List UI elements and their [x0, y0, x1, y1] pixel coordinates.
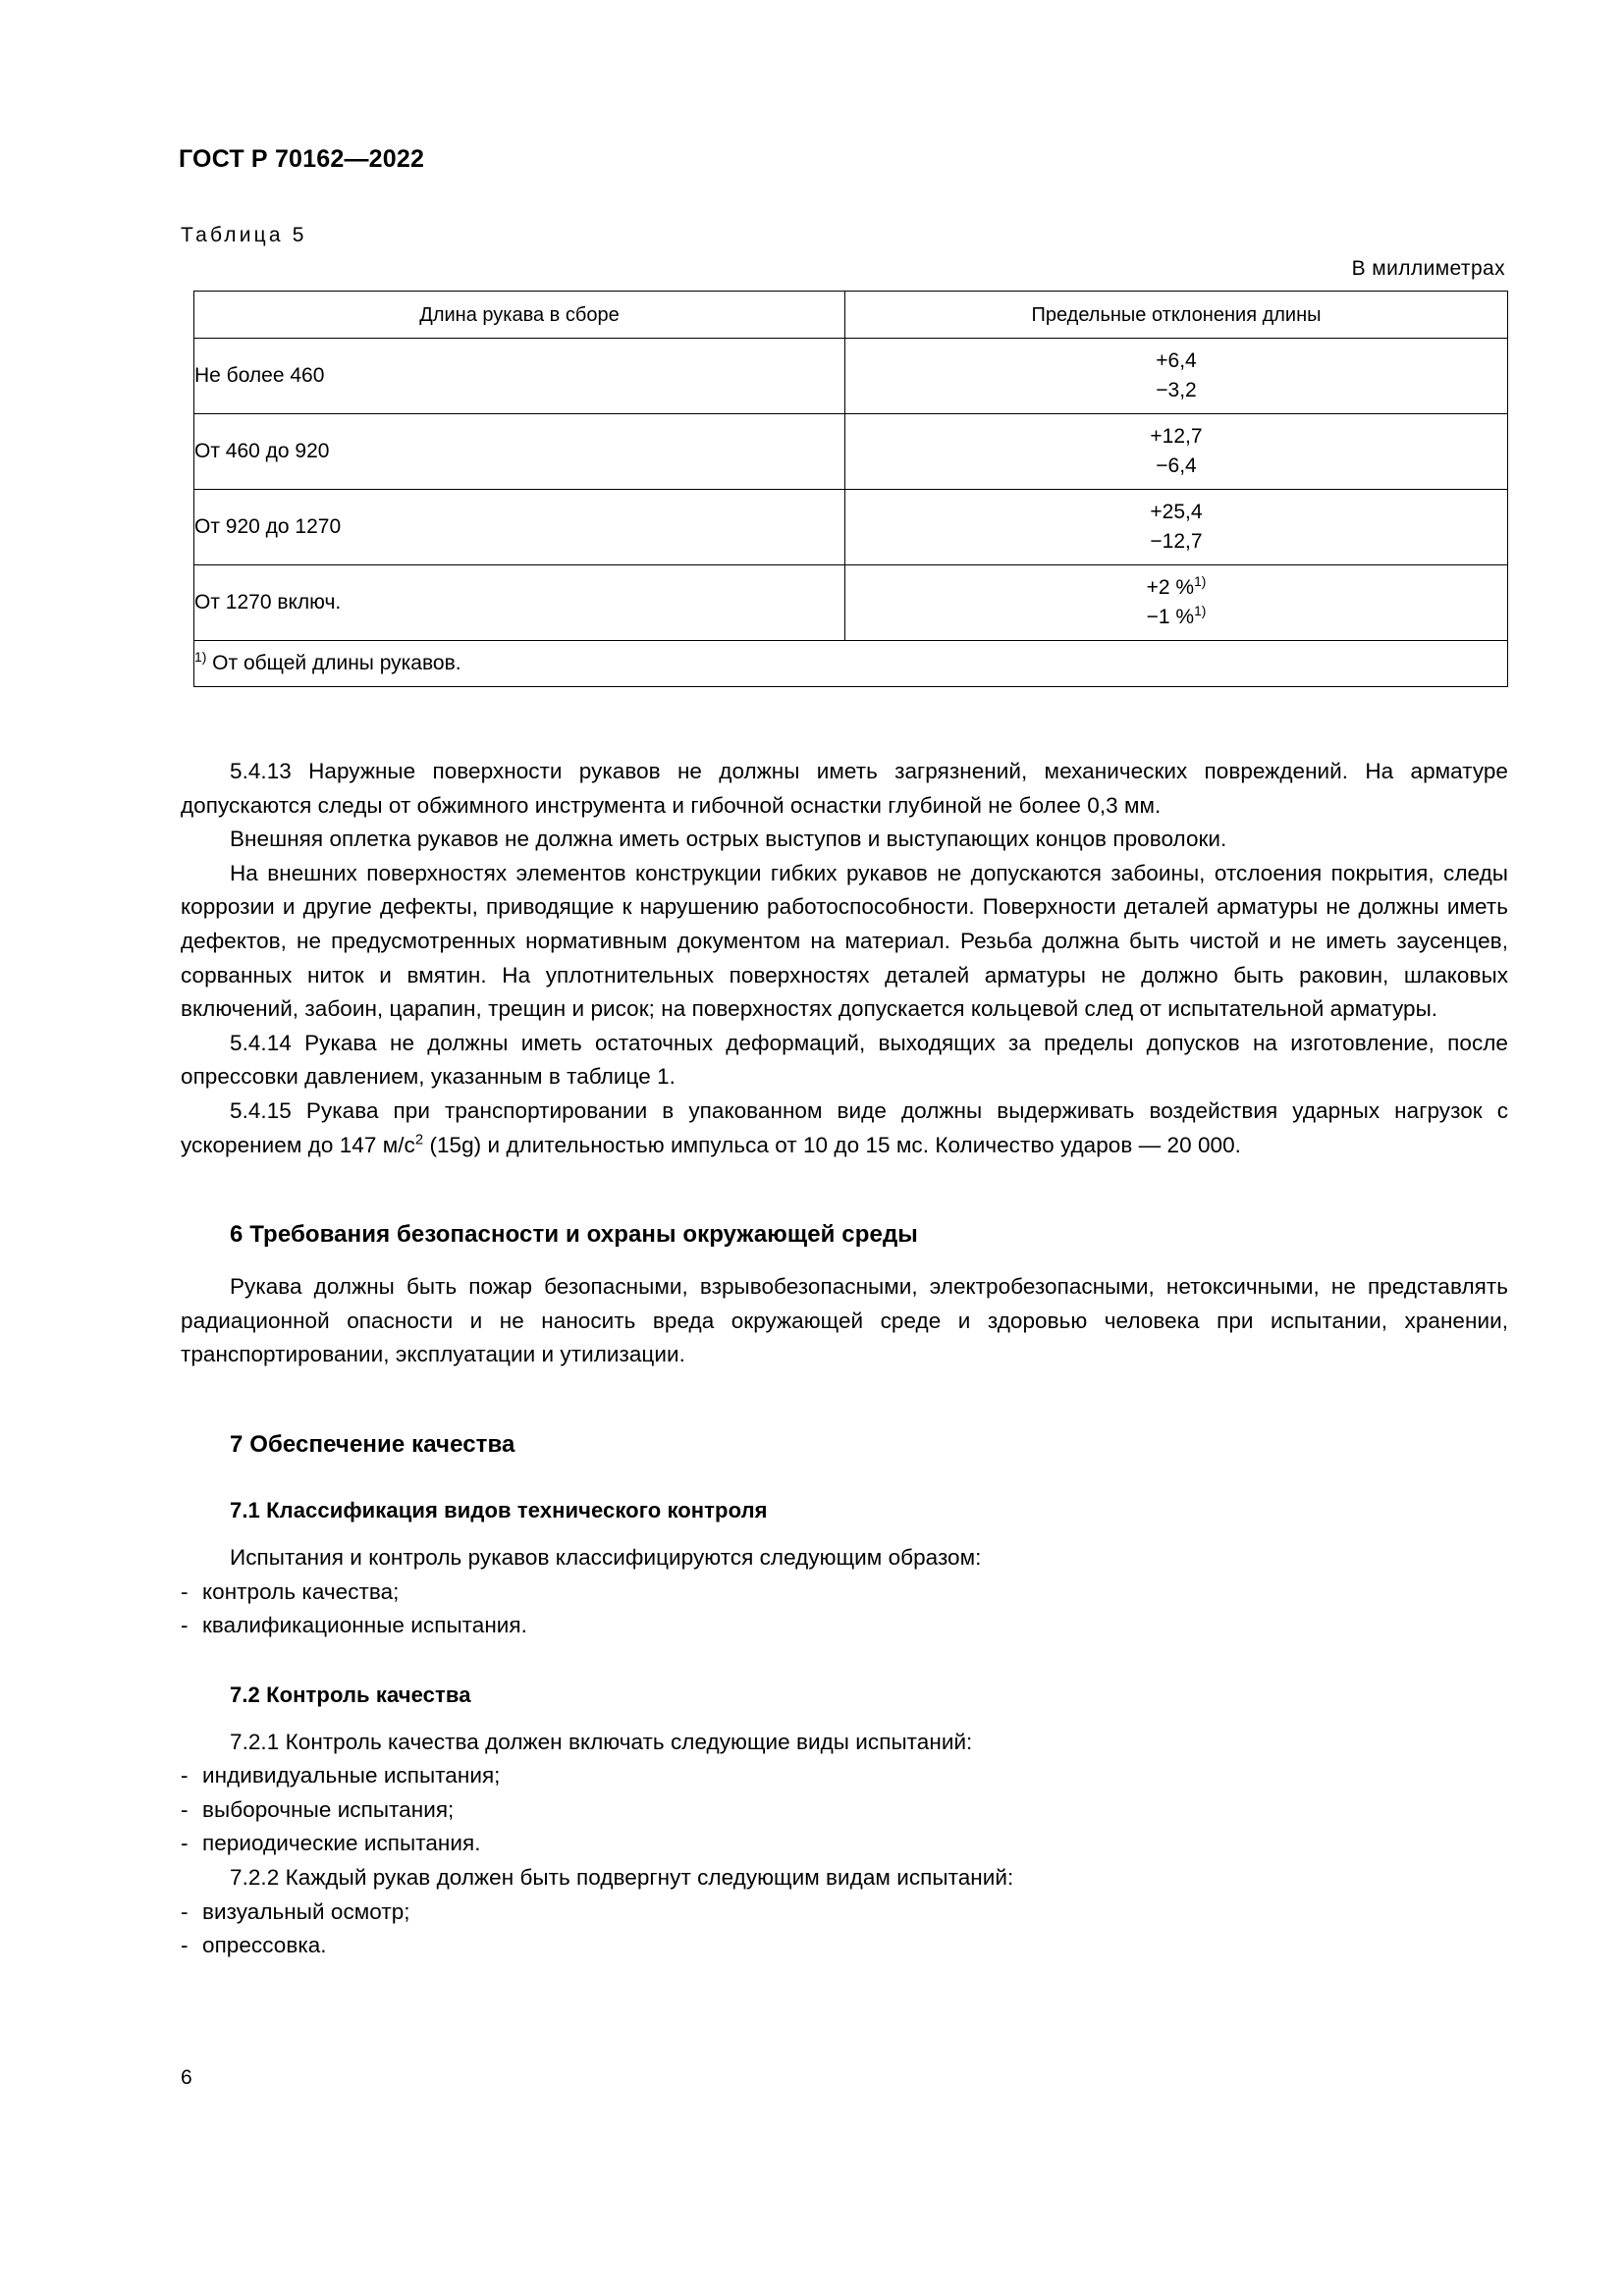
deviation-plus: [845, 573, 1507, 603]
list-item: [181, 1759, 1508, 1793]
list-item-label: визуальный осмотр;: [202, 1898, 410, 1924]
list-item: [181, 1827, 1508, 1861]
deviation-plus: +25,4: [1150, 501, 1203, 524]
table-header-row: [194, 292, 1508, 339]
table-5: [193, 291, 1508, 687]
superscript-squared: 2: [414, 1132, 424, 1148]
table-row: [194, 339, 1508, 414]
list-item: [181, 1575, 1508, 1610]
list-item-label: периодические испытания.: [202, 1831, 481, 1856]
list-item-label: квалификационные испытания.: [202, 1613, 527, 1638]
paragraph-7-2-1: 7.2.1 Контроль качества должен включать следующие виды испытаний:: [230, 1729, 973, 1754]
subsection-heading-7-2: 7.2 Контроль качества: [230, 1682, 471, 1707]
spacer: [181, 1523, 1508, 1541]
deviation-minus: −12,7: [1150, 530, 1203, 553]
paragraph-5-4-15-text-a: 5.4.15 Рукава при транспортировании в упакованном виде должны выдерживать воздействия ударных нагрузок с ускорением до 147 м/с: [181, 1097, 1508, 1157]
paragraph-5-4-15-text-b: (15g) и длительностью импульса от 10 до 15 мс. Количество ударов — 20 000.: [423, 1132, 1241, 1157]
page-number: 6: [181, 2066, 192, 2089]
list-item: [181, 1793, 1508, 1828]
deviation-minus: −3,2: [1156, 379, 1197, 401]
section-heading-6: 6 Требования безопасности и охраны окружающей среды: [230, 1221, 918, 1249]
subsection-heading-7-1: 7.1 Классификация видов технического контроля: [230, 1497, 768, 1522]
list-item: [181, 1896, 1508, 1930]
paragraph-7-2-2: 7.2.2 Каждый рукав должен быть подвергнут следующим видам испытаний:: [230, 1865, 1014, 1891]
deviation-minus: −6,4: [1156, 454, 1197, 477]
spacer: [181, 1162, 1508, 1221]
deviation-minus-value: −1 %: [1146, 606, 1195, 628]
deviation-plus: +6,4: [1156, 349, 1197, 373]
list-item-label: опрессовка.: [202, 1933, 327, 1958]
table-header-length: Длина рукава в сборе: [194, 292, 845, 339]
table-units-note: В миллиметрах: [1351, 257, 1505, 280]
cell-deviation: [845, 565, 1508, 641]
cell-length: От 1270 включ.: [194, 565, 845, 641]
table-caption: Таблица 5: [181, 224, 307, 246]
spacer: [181, 1372, 1508, 1431]
table-row: [194, 490, 1508, 565]
table-row: [194, 565, 1508, 641]
section-heading-7: 7 Обеспечение качества: [230, 1430, 515, 1458]
dash-marker: -: [181, 1898, 189, 1924]
standard-header: ГОСТ Р 70162—2022: [179, 145, 425, 173]
table-footnote: [194, 641, 1508, 687]
paragraph-section-6: Рукава должны быть пожар безопасными, взрывобезопасными, электробезопасными, нетоксичными, не представлять радиационной опасности и не наносить вреда окружающей среде и здоровью человека при испытании, хранении, транспортировании, эксплуатации и утилизации.: [181, 1274, 1508, 1367]
paragraph-5-4-13: 5.4.13 Наружные поверхности рукавов не должны иметь загрязнений, механических повреждений. На арматуре допускаются следы от обжимного инструмента и гибочной оснастки глубиной не более 0,3 мм.: [181, 759, 1508, 818]
deviation-plus-value: +2 %: [1146, 576, 1195, 600]
table-header-deviation: Предельные отклонения длины: [845, 292, 1508, 339]
table-footnote-row: [194, 641, 1508, 687]
deviation-minus-footnote-ref: 1): [1194, 603, 1207, 618]
spacer: [181, 1459, 1508, 1498]
footnote-marker: 1): [194, 649, 207, 665]
cell-length: Не более 460: [194, 339, 845, 414]
dash-marker: -: [181, 1796, 189, 1822]
dash-marker: -: [181, 1763, 189, 1789]
paragraph-outer-braid: Внешняя оплетка рукавов не должна иметь острых выступов и выступающих концов проволоки.: [230, 827, 1227, 852]
list-item: [181, 1929, 1508, 1963]
list-item: [181, 1609, 1508, 1643]
spacer: [181, 1643, 1508, 1682]
deviation-minus: [845, 603, 1507, 632]
footnote-text: От общей длины рукавов.: [212, 652, 461, 674]
list-item-label: индивидуальные испытания;: [202, 1763, 501, 1789]
deviation-plus: +12,7: [1150, 425, 1203, 449]
cell-length: От 460 до 920: [194, 414, 845, 490]
cell-deviation: [845, 339, 1508, 414]
paragraph-7-1-intro: Испытания и контроль рукавов классифицируются следующим образом:: [230, 1544, 982, 1570]
paragraph-5-4-15: [181, 1095, 1508, 1162]
list-item-label: контроль качества;: [202, 1578, 400, 1604]
cell-length: От 920 до 1270: [194, 490, 845, 565]
dash-marker: -: [181, 1613, 189, 1638]
spacer: [181, 1708, 1508, 1726]
document-body: [181, 755, 1508, 1963]
table-row: [194, 414, 1508, 490]
paragraph-external-surfaces: На внешних поверхностях элементов конструкции гибких рукавов не допускаются забоины, отслоения покрытия, следы коррозии и другие дефекты, приводящие к нарушению работоспособности. Поверхности деталей арматуры не должны иметь дефектов, не предусмотренных нормативным документом на материал. Резьба должна быть чистой и не иметь заусенцев, сорванных ниток и вмятин. На уплотнительных поверхностях деталей арматуры не должно быть раковин, шлаковых включений, забоин, царапин, трещин и рисок; на поверхностях допускается кольцевой след от испытательной арматуры.: [181, 860, 1508, 1022]
dash-marker: -: [181, 1578, 189, 1604]
spacer: [181, 1249, 1508, 1270]
table-5-wrapper: [193, 291, 1507, 687]
list-item-label: выборочные испытания;: [202, 1796, 455, 1822]
dash-marker: -: [181, 1831, 189, 1856]
cell-deviation: [845, 414, 1508, 490]
deviation-plus-footnote-ref: 1): [1194, 573, 1207, 590]
dash-marker: -: [181, 1933, 189, 1958]
cell-deviation: [845, 490, 1508, 565]
paragraph-5-4-14: 5.4.14 Рукава не должны иметь остаточных деформаций, выходящих за пределы допусков на изготовление, после опрессовки давлением, указанным в таблице 1.: [181, 1030, 1508, 1090]
